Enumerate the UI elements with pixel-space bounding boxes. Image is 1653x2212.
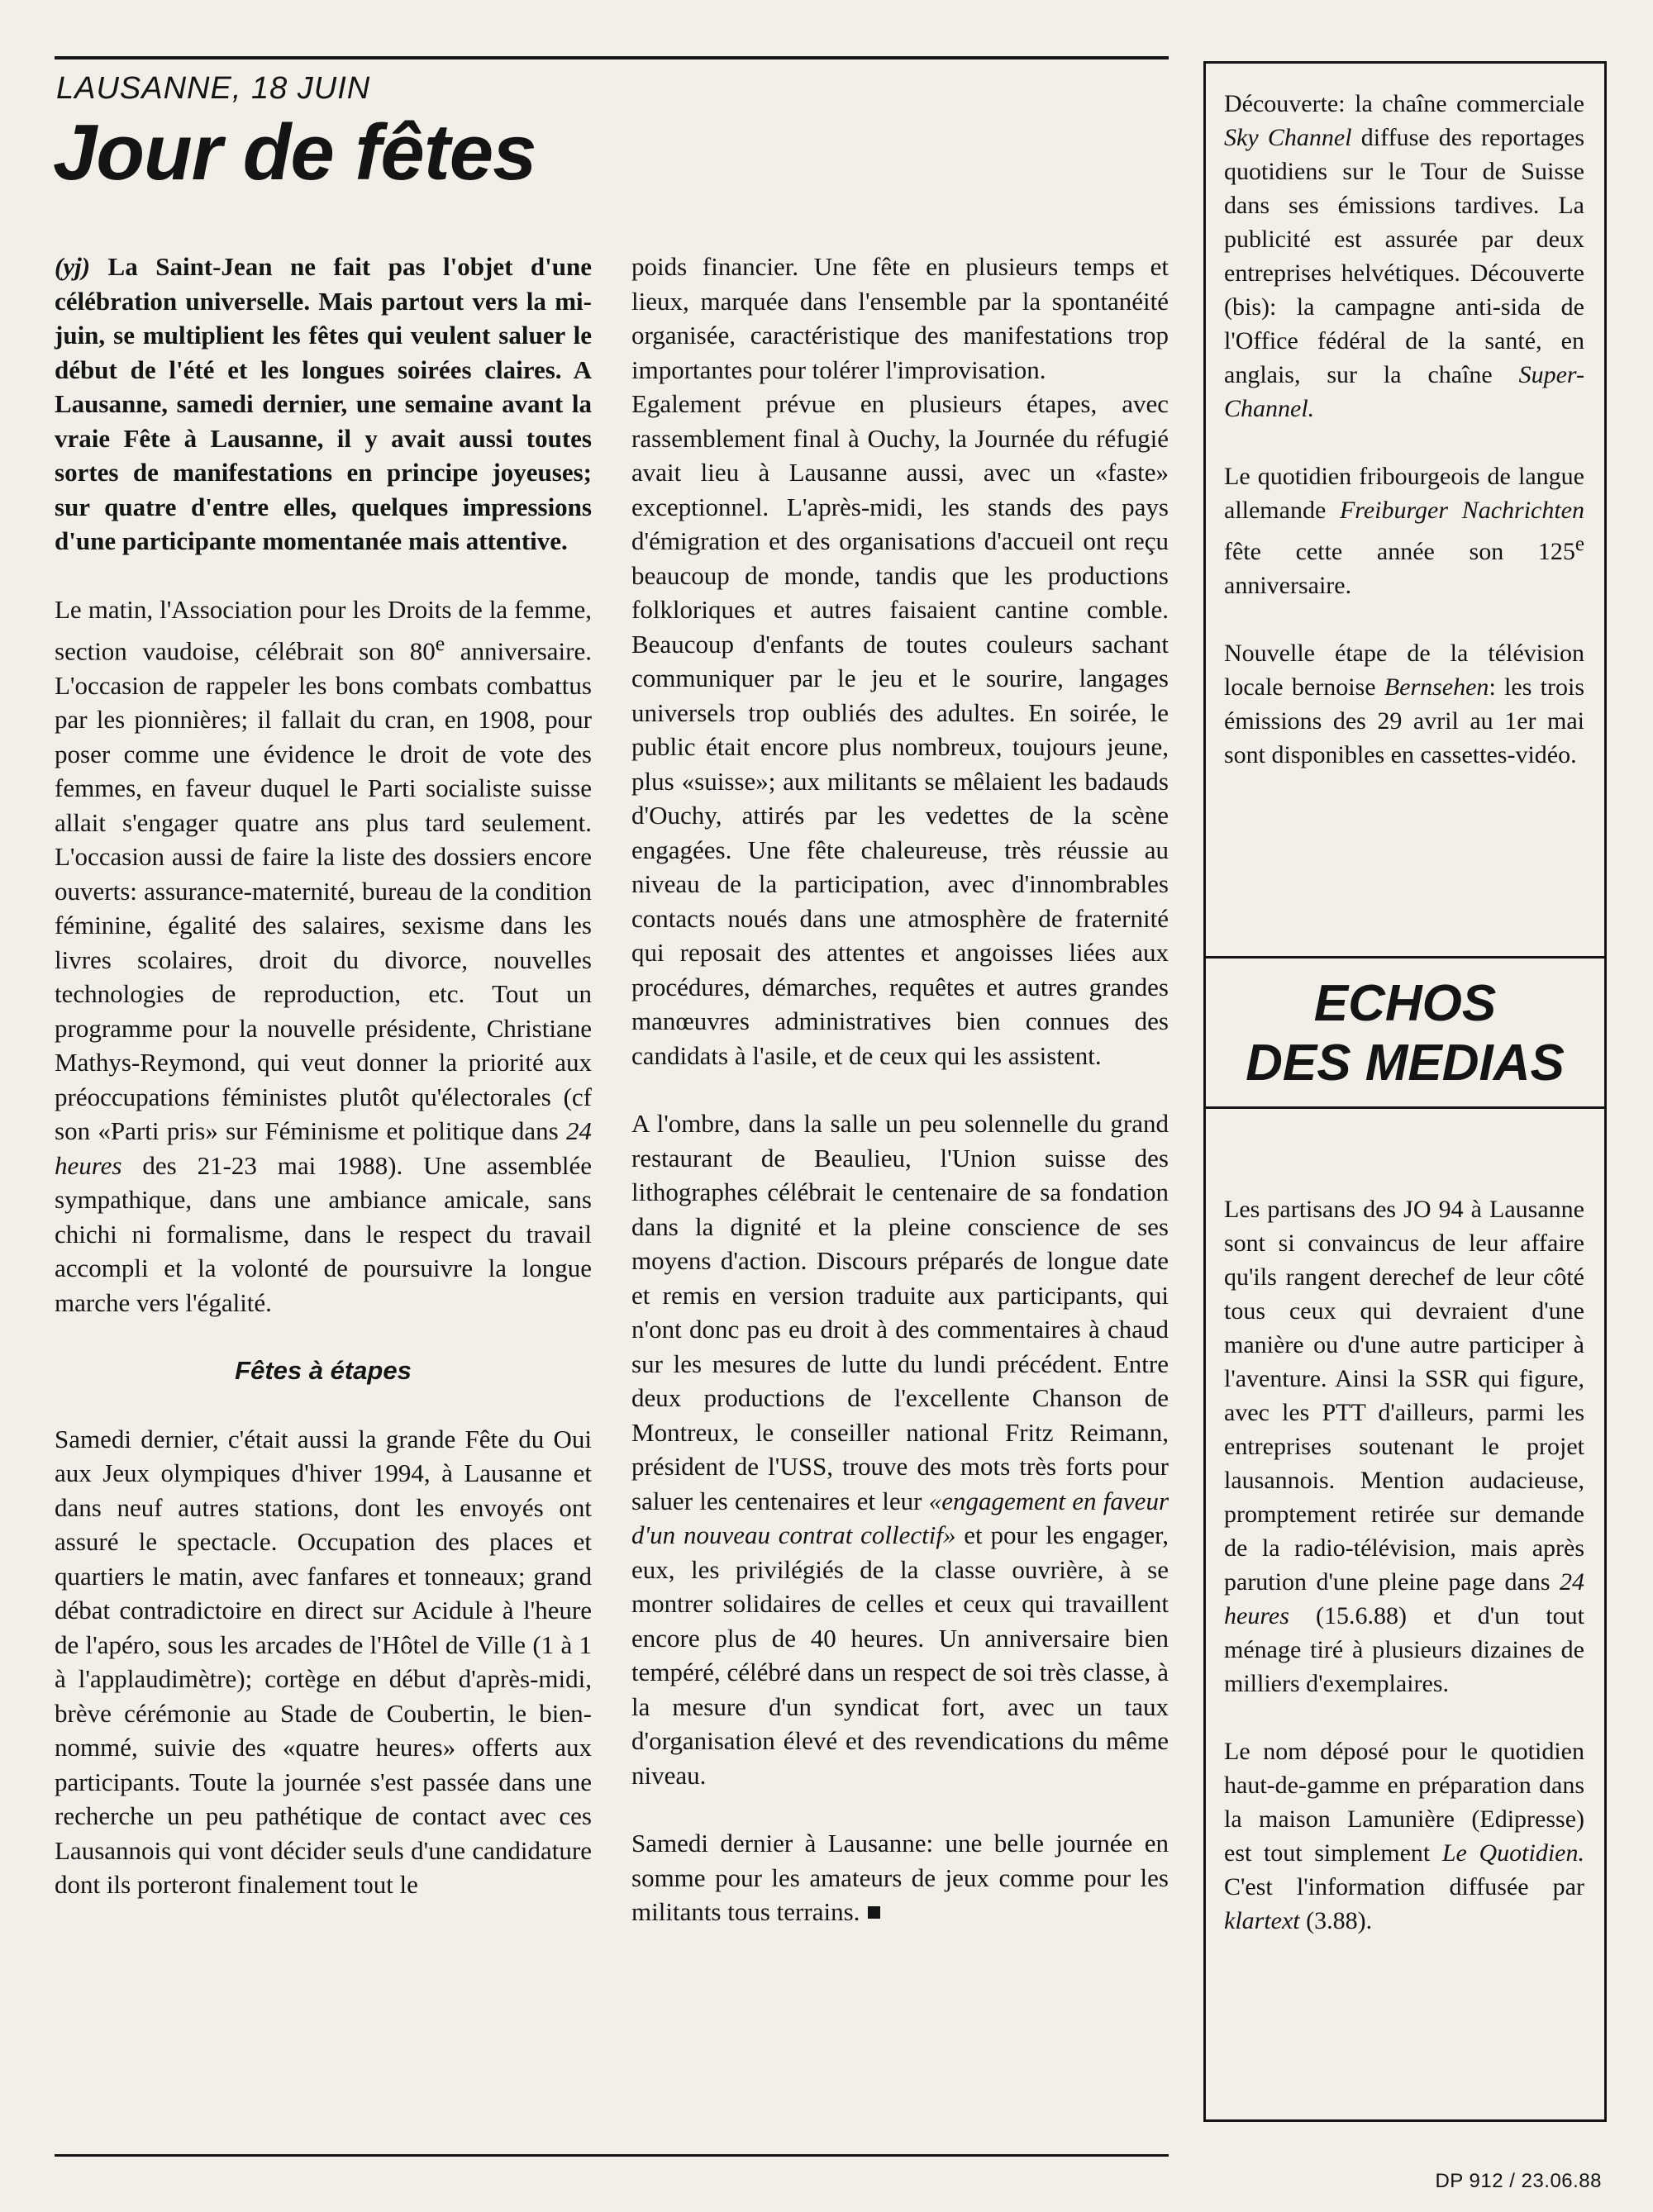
sidebar-divider-top	[1206, 956, 1604, 959]
brief2-text-c: anniversaire.	[1224, 572, 1352, 599]
brief1-text-b: diffuse des reportages quotidiens sur le Tour de Suisse dans ses émissions tardives. La publicité est assurée par deux entreprises helvétiques. Découverte (bis): la campagne anti-sida de l'Office fédéral de la santé, en anglais, sur la chaîne	[1224, 124, 1584, 388]
para1-text-c: des 21-23 mai 1988). Une assemblée sympathique, dans une ambiance amicale, sans chichi ni formalisme, dans le respect du travail accompli et la volonté de poursuivre la longue marche vers l'égalité.	[55, 1150, 592, 1317]
brief5-text-b: C'est l'information diffusée par	[1224, 1873, 1584, 1900]
sidebar-heading-line-2: DES MEDIAS	[1246, 1035, 1565, 1092]
brief3-text-b: : les trois émissions des 29 avril au 1er mai sont disponibles en cassettes-vidéo.	[1224, 673, 1584, 768]
brief2-superscript: e	[1574, 533, 1584, 555]
brief-le-quotidien	[1224, 1734, 1584, 1938]
sidebar-bottom-briefs	[1224, 1192, 1584, 1938]
lead-paragraph	[55, 250, 592, 559]
brief1-text-a: Découverte: la chaîne commerciale	[1224, 90, 1584, 117]
para4-text-a: A l'ombre, dans la salle un peu solennelle du grand restaurant de Beaulieu, l'Union suisse des lithographes célébrait le centenaire de sa fondation dans la dignité et la pleine conscience de ses moyens d'action. Discours préparés de longue date et remis en version traduite aux participants, qui n'ont donc pas eu droit à des commentaires à chaud sur les mesures de lutte du lundi précédent. Entre deux productions de l'excellente Chanson de Montreux, le conseiller national Fritz Reimann, président de l'USS, trouve des mots très forts pour saluer les centenaires et leur	[631, 1109, 1169, 1515]
body-paragraph-4	[631, 1106, 1169, 1792]
brief5-source-name: klartext	[1224, 1907, 1300, 1934]
body-paragraph-5	[631, 1826, 1169, 1929]
sidebar-heading	[1206, 974, 1604, 1093]
para1-text-b: anniversaire. L'occasion de rappeler les bons combats combattus par les pionnières; il fallait du cran, en 1908, pour poser comme une évidence le droit de vote des femmes, en faveur duquel le Parti socialiste suisse allait s'engager quatre ans plus tard seulement. L'occasion aussi de faire la liste des dossiers encore ouverts: assurance-maternité, bureau de la condition féminine, égalité des salaires, sexisme dans les livres scolaires, droit du divorce, nouvelles technologies de reproduction, etc. Tout un programme pour la nouvelle présidente, Christiane Mathys-Reymond, qui veut donner la priorité aux préoccupations féministes plutôt qu'électorales (cf son «Parti pris» sur Féminisme et politique dans	[55, 636, 592, 1146]
brief1-channel-name: Sky Channel	[1224, 124, 1352, 151]
brief-bernsehen	[1224, 636, 1584, 772]
dateline: LAUSANNE, 18 JUIN	[56, 71, 371, 106]
media-echoes-sidebar	[1203, 61, 1607, 2122]
para4-quote: «engagement en faveur d'un nouveau contrat collectif»	[631, 1486, 1169, 1549]
para4-text-b: et pour les engager, eux, les privilégiés de la classe ouvrière, à se montrer solidaires de celles et ceux qui travaillent encore plus de 40 heures. Un anniversaire bien tempéré, célébré dans un respect de soi très classe, à la mesure d'un syndicat fort, avec un taux d'organisation élevé et des revendications du même niveau.	[631, 1520, 1169, 1790]
article-column-1	[55, 250, 592, 1902]
lead-text: La Saint-Jean ne fait pas l'objet d'une célébration universelle. Mais partout vers la mi-juin, se multiplient les fêtes qui veulent saluer le début de l'été et les longues soirées claires. A Lausanne, samedi dernier, une semaine avant la vraie Fête à Lausanne, il y avait aussi toutes sortes de manifestations en principe joyeuses; sur quatre d'entre elles, quelques impressions d'une participante momentanée mais attentive.	[55, 252, 592, 555]
article-title: Jour de fêtes	[53, 108, 536, 197]
brief4-text-a: Les partisans des JO 94 à Lausanne sont si convaincus de leur affaire qu'ils rangent derechef de leur côté tous ceux qui devraient d'une manière ou d'une autre participer à l'aventure. Ainsi la SSR qui figure, avec les PTT d'ailleurs, parmi les entreprises soutenant le projet lausannois. Mention audacieuse, promptement retirée sur demande de la radio-télévision, mais après parution d'une pleine page dans	[1224, 1196, 1584, 1596]
brief5-newspaper-name: Le Quotidien.	[1441, 1839, 1584, 1867]
brief2-newspaper-name: Freiburger Nachrichten	[1339, 497, 1584, 524]
brief5-text-c: (3.88).	[1299, 1907, 1373, 1934]
sidebar-divider-bottom	[1206, 1106, 1604, 1109]
body-paragraph-3: Egalement prévue en plusieurs étapes, avec rassemblement final à Ouchy, la Journée du réfugié avait lieu à Lausanne aussi, avec un «faste» exceptionnel. L'après-midi, les stands des pays d'émigration et des organisations d'accueil ont reçu beaucoup de monde, tandis que les productions folkloriques et autres faisaient cantine comble. Beaucoup d'enfants de toutes couleurs sachant communiquer par le jeu et le sourire, langages universels trop oubliés des adultes. En soirée, le public était encore plus nombreux, toujours jeune, plus «suisse»; aux militants se mêlaient les badauds d'Ouchy, attirés par les vedettes de la scène engagées. Une fête chaleureuse, très réussie au niveau de la participation, avec d'innombrables contacts noués dans une atmosphère de fraternité qui reposait des attentes et angoisses liées aux procédures, démarches, requêtes et autres grandes manœuvres administratives bien connues des candidats à l'asile, et de ceux qui les assistent.	[631, 389, 1169, 1070]
brief-freiburger-nachrichten	[1224, 459, 1584, 602]
brief-sky-channel	[1224, 87, 1584, 426]
brief3-station-name: Bernsehen	[1384, 673, 1489, 701]
para1-newspaper-name: 24 heures	[55, 1116, 592, 1180]
subheading: Fêtes à étapes	[235, 1356, 412, 1386]
brief5-text-a: Le nom déposé pour le quotidien haut-de-gamme en préparation dans la maison Lamunière (Edipresse) est tout simplement	[1224, 1738, 1584, 1867]
body-paragraph-1	[55, 592, 592, 1320]
brief4-text-b: (15.6.88) et d'un tout ménage tiré à plusieurs dizaines de milliers d'exemplaires.	[1224, 1602, 1584, 1697]
para1-superscript: e	[435, 631, 445, 655]
bottom-rule	[55, 2154, 1169, 2157]
body-paragraph-2: Samedi dernier, c'était aussi la grande Fête du Oui aux Jeux olympiques d'hiver 1994, à Lausanne et dans neuf autres stations, dont les envoyés ont assuré le spectacle. Occupation des places et quartiers le matin, avec fanfares et tonneaux; grand débat contradictoire en direct sur Acidule à l'heure de l'apéro, sous les arcades de l'Hôtel de Ville (1 à 1 à l'applaudimètre); cortège en début d'après-midi, brève cérémonie au Stade de Coubertin, le bien-nommé, suivie des «quatre heures» offerts aux participants. Toute la journée s'est passée dans une recherche un peu pathétique de contact avec ces Lausannois qui vont décider seuls d'une candidature dont ils porteront finalement tout le	[55, 1424, 592, 1900]
para1-text-a: Le matin, l'Association pour les Droits de la femme, section vaudoise, célébrait son 80	[55, 594, 592, 666]
brief3-text-a: Nouvelle étape de la télévision locale bernoise	[1224, 640, 1584, 701]
brief2-text-b: fête cette année son 125	[1224, 538, 1575, 565]
end-of-article-mark	[868, 1906, 880, 1919]
sidebar-heading-line-1: ECHOS	[1313, 975, 1497, 1032]
brief2-text-a: Le quotidien fribourgeois de langue allemande	[1224, 463, 1584, 524]
author-initials: (yj)	[55, 252, 91, 281]
para5-text: Samedi dernier à Lausanne: une belle journée en somme pour les amateurs de jeux comme pour les militants tous terrains.	[631, 1829, 1169, 1926]
article-column-2	[631, 250, 1169, 1929]
brief1-channel-name-2: Super-Channel.	[1224, 361, 1584, 422]
body-paragraph-2-continued: poids financier. Une fête en plusieurs temps et lieux, marquée dans l'ensemble par la spontanéité organisée, caractéristique des manifestations trop importantes pour tolérer l'improvisation.	[631, 252, 1169, 384]
brief-jo-94	[1224, 1192, 1584, 1701]
sidebar-top-briefs	[1224, 87, 1584, 772]
brief4-newspaper-name: 24 heures	[1224, 1568, 1584, 1629]
issue-footer: DP 912 / 23.06.88	[1435, 2170, 1602, 2192]
top-rule	[55, 56, 1169, 59]
